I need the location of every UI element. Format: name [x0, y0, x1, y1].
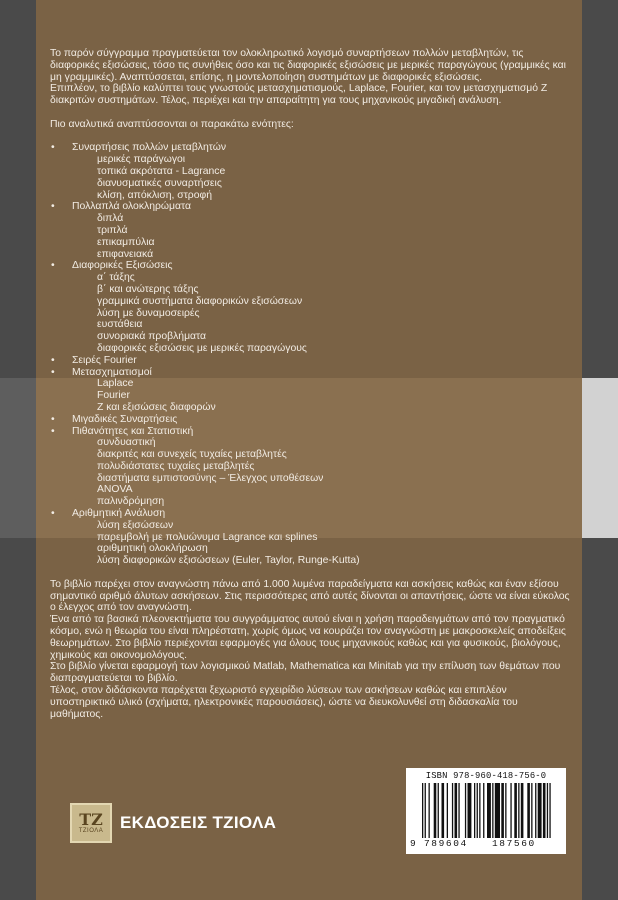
subtopic-item: παρεμβολή με πολυώνυμα Lagrance και splines — [97, 531, 318, 543]
topic-item — [50, 414, 570, 426]
outro-paragraph: Τέλος, στον διδάσκοντα παρέχεται ξεχωριστό εγχειρίδιο λύσεων των ασκήσεων καθώς και επιπλέον υποστηρικτικό υλικό (σχήματα, ηλεκτρονικές παρουσιάσεις), ώστε να διευκολυνθεί στη διδασκαλία του μαθήματος. — [50, 685, 518, 720]
subtopic-list — [72, 272, 570, 355]
barcode-bar — [510, 783, 511, 838]
subtopic-item: β΄ και ανώτερης τάξης — [97, 283, 199, 295]
barcode-bar — [425, 783, 426, 838]
subtopic-item: παλινδρόμηση — [97, 496, 165, 508]
subtopic-list — [72, 520, 570, 567]
barcode-bar — [547, 783, 548, 838]
outro-section — [50, 579, 570, 721]
barcode-bar — [477, 783, 478, 838]
subtopic-item: συνδυαστική — [97, 437, 156, 449]
background-band-left — [0, 378, 36, 538]
subtopic-item: διαστήματα εμπιστοσύνης – Έλεγχος υποθέσεων — [97, 472, 324, 484]
barcode-bar — [474, 783, 475, 838]
subtopic-item: ευστάθεια — [97, 319, 143, 331]
outro-paragraph: Το βιβλίο παρέχει στον αναγνώστη πάνω από 1.000 λυμένα παραδείγματα και ασκήσεις καθώς και έναν εξίσου σημαντικό αριθμό άλυτων ασκήσεων. Στις περισσότερες από αυτές δίνονται οι απαντήσεις, ώστε να είναι εύκολος ο έλεγχος από τον αναγνώστη. — [50, 578, 570, 614]
subtopic-item: λύση εξισώσεων — [97, 519, 174, 531]
barcode-bar — [527, 783, 530, 838]
toc-intro: Πιο αναλυτικά αναπτύσσονται οι παρακάτω ενότητες: — [50, 118, 294, 130]
subtopic-list — [72, 213, 570, 260]
barcode-bar — [501, 783, 504, 838]
barcode-bar — [521, 783, 524, 838]
subtopic-item: λύση με δυναμοσειρές — [97, 307, 200, 319]
barcode-bar — [549, 783, 550, 838]
barcode-bar — [429, 783, 430, 838]
intro-paragraph: Επιπλέον, το βιβλίο καλύπτει τους γνωστούς μετασχηματισμούς, Laplace, Fourier, και τον μετασχηματισμό Ζ διακριτών συστημάτων. Τέλος, περιέχει και την απαραίτητη για τους μηχανικούς μιγαδική ανάλυση. — [50, 83, 548, 107]
barcode-bar — [455, 783, 458, 838]
barcode-right-digits: 187560 — [492, 838, 536, 849]
subtopic-item: Ζ και εξισώσεις διαφορών — [97, 401, 216, 413]
barcode-bar — [422, 783, 423, 838]
barcode-bar — [535, 783, 536, 838]
barcode-bar — [483, 783, 484, 838]
barcode-bar — [434, 783, 437, 838]
topic-item — [50, 260, 570, 354]
barcode-bar — [447, 783, 448, 838]
subtopic-item: αριθμητική ολοκλήρωση — [97, 543, 208, 555]
topic-item — [50, 201, 570, 260]
outro-paragraph: Ένα από τα βασικά πλεονεκτήματα του συγγράμματος αυτού είναι η χρήση παραδειγμάτων από τον πραγματικό κόσμο, ενώ η θεωρία του είναι πληρέστατη, χωρίς όμως να κουράζει τον αναγνώστη με μακροσκελείς αποδείξεις θεωρημάτων. Στο βιβλίο περιέχονται εφαρμογές για όλους τους μηχανικούς καθώς και για φυσικούς, βιολόγους, χημικούς και οικονομολόγους. — [50, 614, 566, 661]
intro-section — [50, 48, 570, 131]
topic-item — [50, 142, 570, 201]
barcode-bar — [468, 783, 472, 838]
topic-title: Σειρές Fourier — [72, 354, 137, 366]
subtopic-item: μερικές παράγωγοι — [97, 154, 186, 166]
subtopic-list — [72, 437, 570, 508]
barcode-bar — [514, 783, 517, 838]
topic-item — [50, 508, 570, 567]
topics-list — [50, 142, 570, 567]
subtopic-item: επικαμπύλια — [97, 236, 155, 248]
topic-item — [50, 355, 570, 367]
topic-title: Αριθμητική Ανάλυση — [72, 508, 166, 520]
topic-title: Μετασχηματισμοί — [72, 366, 152, 378]
topic-title: Πιθανότητες και Στατιστική — [72, 425, 194, 437]
subtopic-item: Fourier — [97, 390, 130, 402]
subtopic-item: α΄ τάξης — [97, 272, 135, 284]
barcode-bar — [538, 783, 542, 838]
barcode-bar — [458, 783, 459, 838]
barcode-bar — [505, 783, 506, 838]
subtopic-list — [72, 378, 570, 413]
barcode-first-digit: 9 — [410, 838, 416, 849]
subtopic-item: τοπικά ακρότατα - Lagrance — [97, 165, 226, 177]
subtopic-item: συνοριακά προβλήματα — [97, 331, 207, 343]
logo-word: ΤΖΙΟΛΑ — [78, 827, 104, 834]
background-band-right — [582, 378, 618, 538]
barcode-bar — [531, 783, 532, 838]
subtopic-list — [72, 154, 570, 201]
topic-title: Συναρτήσεις πολλών μεταβλητών — [72, 142, 227, 154]
subtopic-item: ANOVA — [97, 484, 133, 496]
subtopic-item: διαφορικές εξισώσεις με μερικές παραγώγους — [97, 342, 307, 354]
topic-title: Διαφορικές Εξισώσεις — [72, 260, 173, 272]
barcode-bar — [442, 783, 445, 838]
topic-title: Πολλαπλά ολοκληρώματα — [72, 201, 191, 213]
logo-mark: ΤΖ — [79, 809, 103, 829]
publisher-name: ΕΚΔΟΣΕΙΣ ΤΖΙΟΛΑ — [120, 813, 277, 832]
topic-item — [50, 367, 570, 414]
barcode-left-digits: 789604 — [424, 838, 468, 849]
barcode-bar — [465, 783, 466, 838]
topic-item — [50, 426, 570, 509]
subtopic-item: γραμμικά συστήματα διαφορικών εξισώσεων — [97, 295, 303, 307]
subtopic-item: πολυδιάστατες τυχαίες μεταβλητές — [97, 460, 255, 472]
barcode-bar — [479, 783, 480, 838]
publisher-logo — [70, 803, 112, 843]
barcode-bar — [487, 783, 491, 838]
publisher-block — [70, 800, 276, 846]
topic-title: Μιγαδικές Συναρτήσεις — [72, 413, 178, 425]
outro-paragraph: Στο βιβλίο γίνεται εφαρμογή των λογισμικού Matlab, Mathematica και Minitab για την επίλυση των θεμάτων που διαπραγματεύεται το βιβλίο. — [50, 661, 561, 685]
subtopic-item: διακριτές και συνεχείς τυχαίες μεταβλητές — [97, 449, 287, 461]
barcode-bar — [518, 783, 519, 838]
isbn-barcode — [406, 768, 566, 854]
cover-text — [50, 48, 570, 720]
subtopic-item: Laplace — [97, 378, 134, 390]
subtopic-item: λύση διαφορικών εξισώσεων (Euler, Taylor, Runge-Kutta) — [97, 555, 360, 567]
barcode-bar — [543, 783, 546, 838]
subtopic-item: τριπλά — [97, 224, 128, 236]
book-back-cover — [36, 0, 582, 900]
barcode-bar — [492, 783, 493, 838]
subtopic-item: διανυσματικές συναρτήσεις — [97, 177, 222, 189]
subtopic-item: επιφανειακά — [97, 248, 154, 260]
subtopic-item: κλίση, απόκλιση, στροφή — [97, 189, 213, 201]
barcode-bar — [438, 783, 439, 838]
barcode-bar — [495, 783, 500, 838]
subtopic-item: διπλά — [97, 213, 124, 225]
intro-paragraph: Το παρόν σύγγραμμα πραγματεύεται τον ολοκληρωτικό λογισμό συναρτήσεων πολλών μεταβλητών, τις διαφορικές εξισώσεις, τόσο τις συνήθεις όσο και τις διαφορικές εξισώσεις με μερικές παραγώγους (γραμμικές και μη γραμμικές). Αναπτύσσεται, επίσης, η μοντελοποίηση συστημάτων με διαφορικές εξισώσεις. — [50, 48, 566, 83]
barcode-bar — [452, 783, 453, 838]
isbn-label: ISBN 978-960-418-756-0 — [425, 771, 547, 781]
barcode-bars — [412, 783, 560, 838]
